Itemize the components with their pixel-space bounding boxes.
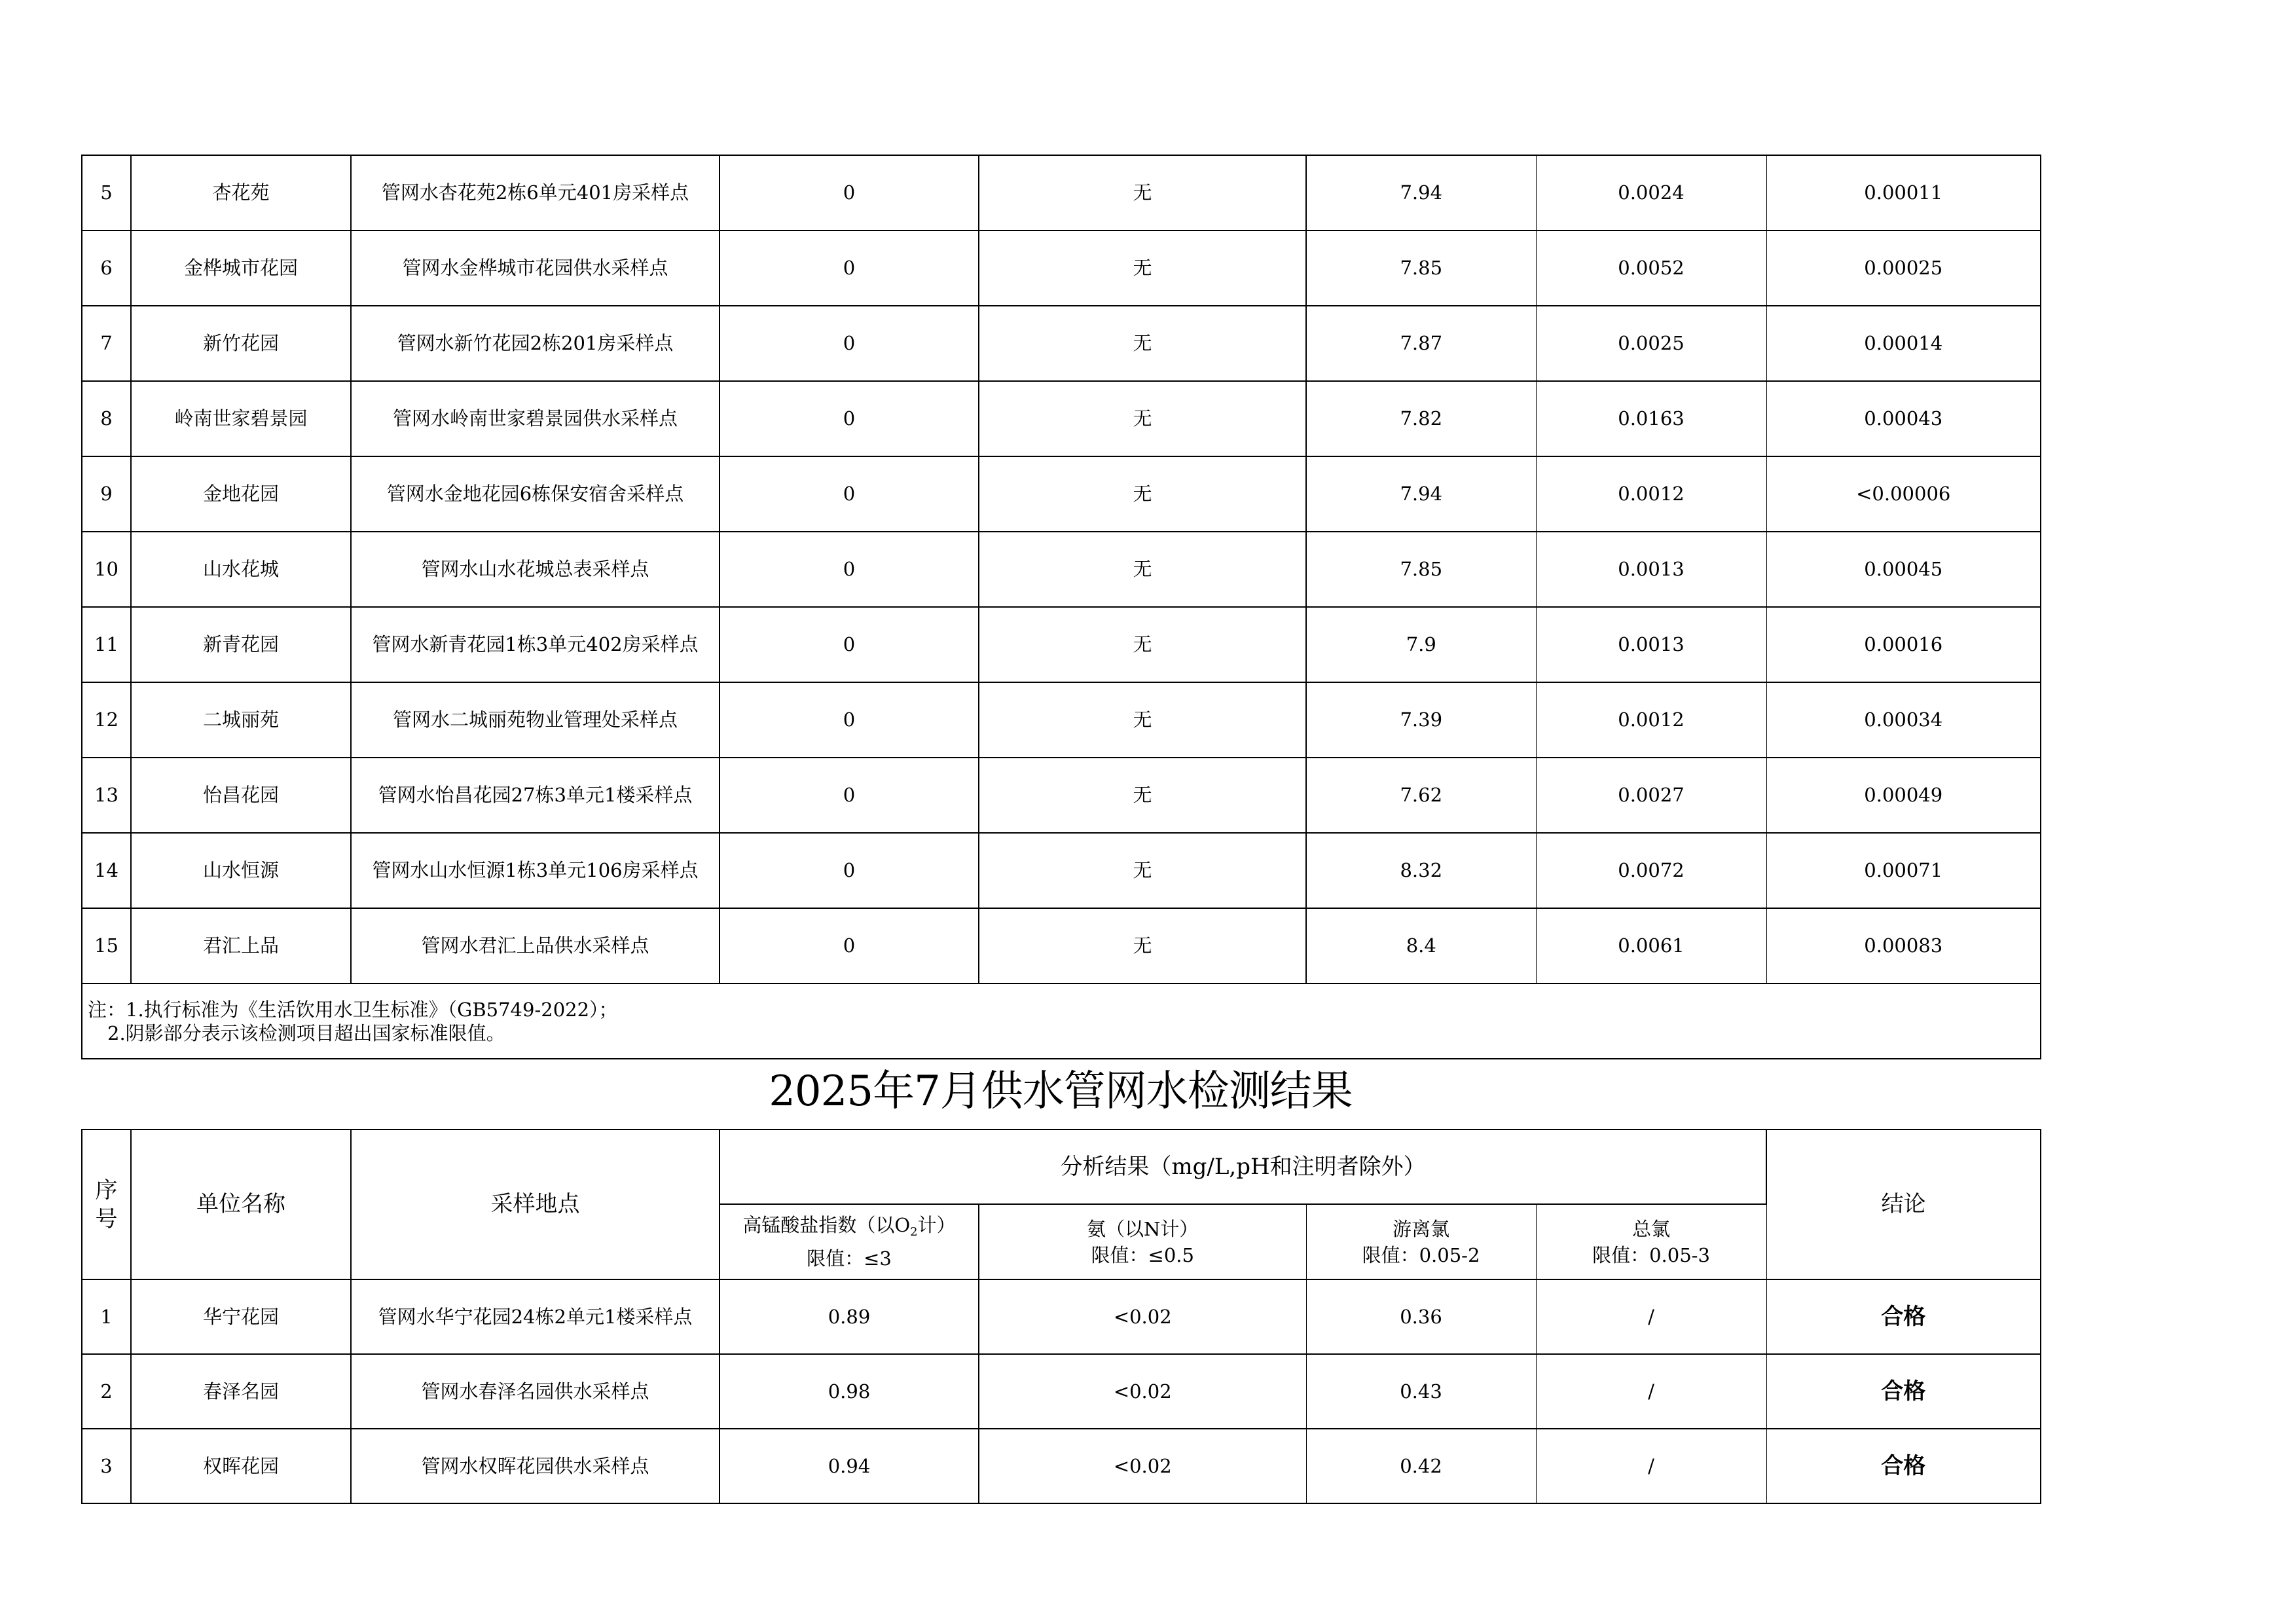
value-cell-1: 0: [720, 456, 979, 532]
unit-name-cell: 山水恒源: [131, 833, 351, 908]
value-cell-5: <0.00006: [1766, 456, 2041, 532]
sampling-site-cell: 管网水金桦城市花园供水采样点: [351, 230, 720, 306]
value-cell-4: 0.0061: [1536, 908, 1766, 983]
free-chlorine-cell: 0.36: [1306, 1279, 1536, 1354]
unit-name-cell: 新竹花园: [131, 306, 351, 381]
permanganate-cell: 0.98: [720, 1354, 979, 1429]
value-cell-1: 0: [720, 155, 979, 230]
unit-name-cell: 二城丽苑: [131, 682, 351, 758]
unit-name-cell: 新青花园: [131, 607, 351, 682]
header-analysis-results: 分析结果（mg/L,pH和注明者除外）: [720, 1129, 1766, 1204]
unit-name-cell: 金地花园: [131, 456, 351, 532]
value-cell-2: 无: [979, 155, 1306, 230]
value-cell-1: 0: [720, 306, 979, 381]
value-cell-4: 0.0012: [1536, 682, 1766, 758]
header-seq: [82, 1129, 131, 1279]
value-cell-1: 0: [720, 532, 979, 607]
sampling-site-cell: 管网水权晖花园供水采样点: [351, 1429, 720, 1503]
value-cell-3: 7.85: [1306, 230, 1536, 306]
value-cell-2: 无: [979, 682, 1306, 758]
param-limit: 限值：0.05-3: [1592, 1243, 1710, 1266]
permanganate-cell: 0.94: [720, 1429, 979, 1503]
seq-cell: 3: [82, 1429, 131, 1503]
seq-cell: 14: [82, 833, 131, 908]
unit-name-cell: 岭南世家碧景园: [131, 381, 351, 456]
table-row: [82, 381, 2041, 456]
value-cell-1: 0: [720, 758, 979, 833]
value-cell-3: 7.39: [1306, 682, 1536, 758]
unit-name-cell: 君汇上品: [131, 908, 351, 983]
value-cell-3: 8.32: [1306, 833, 1536, 908]
value-cell-2: 无: [979, 532, 1306, 607]
value-cell-4: 0.0163: [1536, 381, 1766, 456]
unit-name-cell: 杏花苑: [131, 155, 351, 230]
table-row: [82, 1354, 2041, 1429]
value-cell-4: 0.0052: [1536, 230, 1766, 306]
value-cell-2: 无: [979, 908, 1306, 983]
value-cell-1: 0: [720, 682, 979, 758]
header-ammonia: [979, 1204, 1306, 1279]
value-cell-2: 无: [979, 230, 1306, 306]
value-cell-3: 7.94: [1306, 155, 1536, 230]
header-sampling-site: 采样地点: [351, 1129, 720, 1279]
note-line-1: 注：1.执行标准为《生活饮用水卫生标准》（GB5749-2022）；: [88, 998, 618, 1021]
header-row: [82, 1129, 2041, 1204]
note-line-2: 2.阴影部分表示该检测项目超出国家标准限值。: [107, 1021, 505, 1044]
table-row: [82, 456, 2041, 532]
value-cell-5: 0.00011: [1766, 155, 2041, 230]
unit-name-cell: 怡昌花园: [131, 758, 351, 833]
value-cell-2: 无: [979, 306, 1306, 381]
param-name: 游离氯: [1392, 1217, 1449, 1240]
value-cell-2: 无: [979, 833, 1306, 908]
table-row: [82, 155, 2041, 230]
ammonia-cell: <0.02: [979, 1279, 1306, 1354]
value-cell-5: 0.00045: [1766, 532, 2041, 607]
value-cell-3: 7.85: [1306, 532, 1536, 607]
value-cell-5: 0.00016: [1766, 607, 2041, 682]
value-cell-3: 7.9: [1306, 607, 1536, 682]
sampling-site-cell: 管网水杏花苑2栋6单元401房采样点: [351, 155, 720, 230]
sampling-site-cell: 管网水怡昌花园27栋3单元1楼采样点: [351, 758, 720, 833]
value-cell-3: 7.62: [1306, 758, 1536, 833]
unit-name-cell: 华宁花园: [131, 1279, 351, 1354]
value-cell-2: 无: [979, 758, 1306, 833]
table-row: [82, 1429, 2041, 1503]
unit-name-cell: 权晖花园: [131, 1429, 351, 1503]
value-cell-5: 0.00049: [1766, 758, 2041, 833]
value-cell-4: 0.0013: [1536, 532, 1766, 607]
value-cell-5: 0.00025: [1766, 230, 2041, 306]
header-seq-line-2: 号: [95, 1205, 118, 1232]
table-row: [82, 758, 2041, 833]
header-total-chlorine: [1536, 1204, 1766, 1279]
sampling-site-cell: 管网水二城丽苑物业管理处采样点: [351, 682, 720, 758]
value-cell-1: 0: [720, 230, 979, 306]
header-permanganate-index: [720, 1204, 979, 1279]
value-cell-2: 无: [979, 607, 1306, 682]
sampling-site-cell: 管网水新竹花园2栋201房采样点: [351, 306, 720, 381]
value-cell-5: 0.00034: [1766, 682, 2041, 758]
table-row: [82, 306, 2041, 381]
seq-cell: 6: [82, 230, 131, 306]
unit-name-cell: 春泽名园: [131, 1354, 351, 1429]
value-cell-3: 7.94: [1306, 456, 1536, 532]
value-cell-1: 0: [720, 833, 979, 908]
param-name: 总氯: [1631, 1217, 1670, 1240]
table-row: [82, 682, 2041, 758]
verdict-cell: 合格: [1766, 1429, 2041, 1503]
value-cell-3: 7.87: [1306, 306, 1536, 381]
seq-cell: 12: [82, 682, 131, 758]
seq-cell: 8: [82, 381, 131, 456]
sampling-site-cell: 管网水岭南世家碧景园供水采样点: [351, 381, 720, 456]
value-cell-4: 0.0072: [1536, 833, 1766, 908]
value-cell-5: 0.00071: [1766, 833, 2041, 908]
notes-cell: [82, 983, 2041, 1059]
sampling-site-cell: 管网水君汇上品供水采样点: [351, 908, 720, 983]
page-title: 2025年7月供水管网水检测结果: [769, 1067, 1353, 1116]
value-cell-4: 0.0027: [1536, 758, 1766, 833]
free-chlorine-cell: 0.43: [1306, 1354, 1536, 1429]
value-cell-5: 0.00014: [1766, 306, 2041, 381]
param-limit: 限值：≤3: [807, 1247, 892, 1270]
value-cell-1: 0: [720, 381, 979, 456]
value-cell-1: 0: [720, 607, 979, 682]
ammonia-cell: <0.02: [979, 1429, 1306, 1503]
value-cell-4: 0.0013: [1536, 607, 1766, 682]
param-name: 氨（以N计）: [1087, 1217, 1199, 1240]
seq-cell: 13: [82, 758, 131, 833]
seq-cell: 2: [82, 1354, 131, 1429]
permanganate-cell: 0.89: [720, 1279, 979, 1354]
table-row: [82, 833, 2041, 908]
seq-cell: 9: [82, 456, 131, 532]
free-chlorine-cell: 0.42: [1306, 1429, 1536, 1503]
table-row: [82, 908, 2041, 983]
sampling-site-cell: 管网水山水花城总表采样点: [351, 532, 720, 607]
value-cell-3: 8.4: [1306, 908, 1536, 983]
sampling-site-cell: 管网水春泽名园供水采样点: [351, 1354, 720, 1429]
total-chlorine-cell: /: [1536, 1354, 1766, 1429]
sampling-site-cell: 管网水金地花园6栋保安宿舍采样点: [351, 456, 720, 532]
notes-row: [82, 983, 2041, 1059]
seq-cell: 10: [82, 532, 131, 607]
seq-cell: 7: [82, 306, 131, 381]
sampling-site-cell: 管网水华宁花园24栋2单元1楼采样点: [351, 1279, 720, 1354]
param-limit: 限值：0.05-2: [1362, 1243, 1480, 1266]
sampling-site-cell: 管网水山水恒源1栋3单元106房采样点: [351, 833, 720, 908]
seq-cell: 5: [82, 155, 131, 230]
table-row: [82, 1279, 2041, 1354]
seq-cell: 1: [82, 1279, 131, 1354]
results-table: [81, 1129, 2041, 1504]
header-verdict: 结论: [1766, 1129, 2041, 1279]
table-row: [82, 532, 2041, 607]
value-cell-4: 0.0012: [1536, 456, 1766, 532]
results-table-continued: [81, 155, 2041, 1059]
value-cell-2: 无: [979, 456, 1306, 532]
param-name: 高锰酸盐指数（以$O_2$计）: [742, 1214, 956, 1239]
seq-cell: 15: [82, 908, 131, 983]
value-cell-5: 0.00043: [1766, 381, 2041, 456]
unit-name-cell: 金桦城市花园: [131, 230, 351, 306]
table-row: [82, 607, 2041, 682]
verdict-cell: 合格: [1766, 1279, 2041, 1354]
table-row: [82, 230, 2041, 306]
value-cell-3: 7.82: [1306, 381, 1536, 456]
ammonia-cell: <0.02: [979, 1354, 1306, 1429]
verdict-cell: 合格: [1766, 1354, 2041, 1429]
header-unit-name: 单位名称: [131, 1129, 351, 1279]
total-chlorine-cell: /: [1536, 1429, 1766, 1503]
sampling-site-cell: 管网水新青花园1栋3单元402房采样点: [351, 607, 720, 682]
total-chlorine-cell: /: [1536, 1279, 1766, 1354]
unit-name-cell: 山水花城: [131, 532, 351, 607]
value-cell-1: 0: [720, 908, 979, 983]
value-cell-4: 0.0024: [1536, 155, 1766, 230]
param-limit: 限值：≤0.5: [1091, 1243, 1194, 1266]
header-seq-line-1: 序: [95, 1177, 118, 1203]
seq-cell: 11: [82, 607, 131, 682]
header-free-chlorine: [1306, 1204, 1536, 1279]
value-cell-2: 无: [979, 381, 1306, 456]
value-cell-5: 0.00083: [1766, 908, 2041, 983]
value-cell-4: 0.0025: [1536, 306, 1766, 381]
